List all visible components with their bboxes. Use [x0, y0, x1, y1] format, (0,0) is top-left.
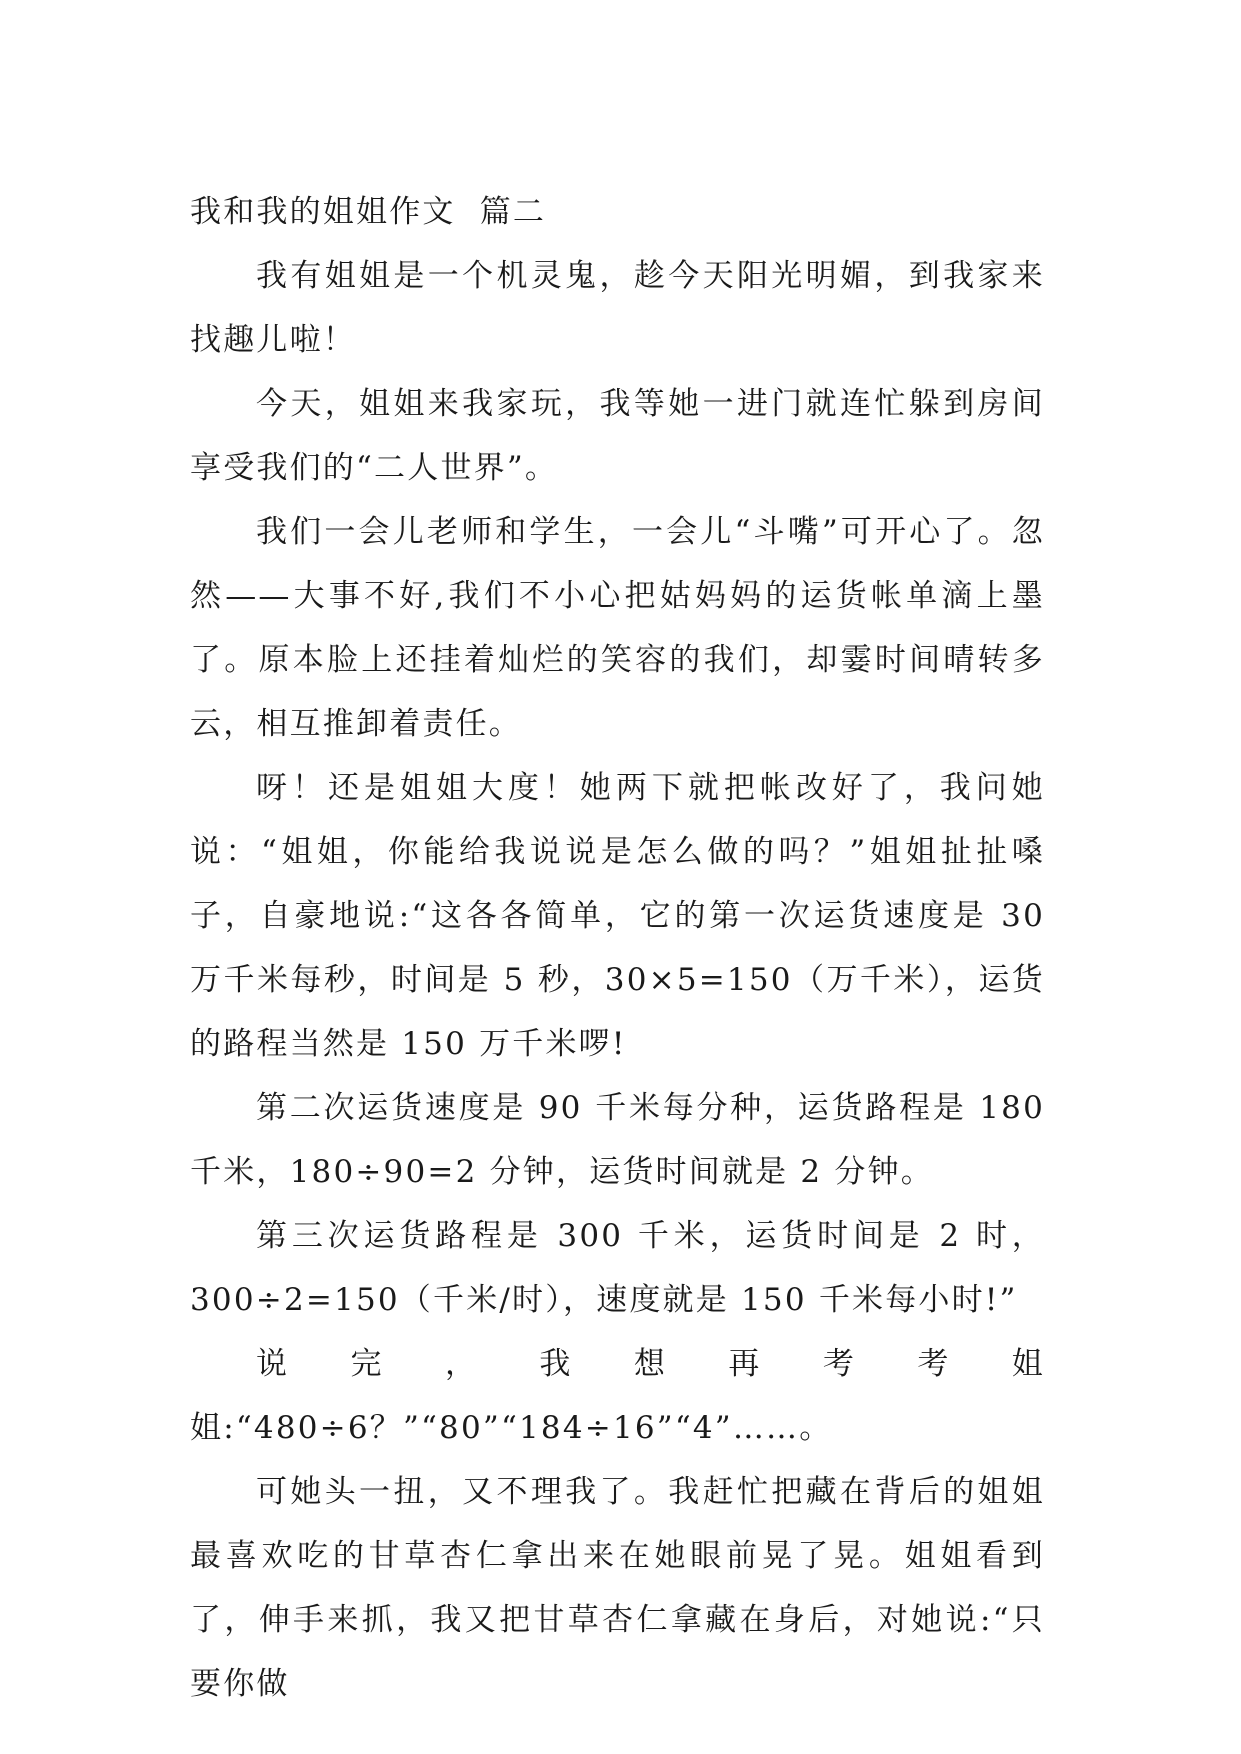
- paragraph: 今天，姐姐来我家玩，我等她一进门就连忙躲到房间享受我们的“二人世界”。: [190, 386, 1045, 486]
- paragraph: 呀！还是姐姐大度！她两下就把帐改好了，我问她说：“姐姐，你能给我说说是怎么做的吗？”姐姐扯扯嗓子，自豪地说:“这各各简单，它的第一次运货速度是 30 万千米每秒，时间是 5 秒，30×5=150（万千米），运货的路程当然是 150 万千米啰!: [190, 770, 1045, 1062]
- paragraph: 可她头一扭，又不理我了。我赶忙把藏在背后的姐姐最喜欢吃的甘草杏仁拿出来在她眼前晃了晃。姐姐看到了，伸手来抓，我又把甘草杏仁拿藏在身后，对她说:“只要你做: [190, 1474, 1045, 1702]
- paragraph: 我有姐姐是一个机灵鬼，趁今天阳光明媚，到我家来找趣儿啦！: [190, 258, 1045, 358]
- paragraph: 第三次运货路程是 300 千米，运货时间是 2 时，300÷2=150（千米/时），速度就是 150 千米每小时!”: [190, 1218, 1045, 1318]
- document-title: 我和我的姐姐作文 篇二: [190, 194, 547, 230]
- paragraph: 我们一会儿老师和学生，一会儿“斗嘴”可开心了。忽然——大事不好,我们不小心把姑妈妈的运货帐单滴上墨了。原本脸上还挂着灿烂的笑容的我们，却霎时间晴转多云，相互推卸着责任。: [190, 514, 1045, 742]
- paragraph: 第二次运货速度是 90 千米每分种，运货路程是 180 千米，180÷90=2 分钟，运货时间就是 2 分钟。: [190, 1090, 1045, 1190]
- paragraph: 说完，我想再考考姐姐:“480÷6？”“80”“184÷16”“4”……。: [190, 1346, 1045, 1446]
- document-body: [190, 180, 1045, 1716]
